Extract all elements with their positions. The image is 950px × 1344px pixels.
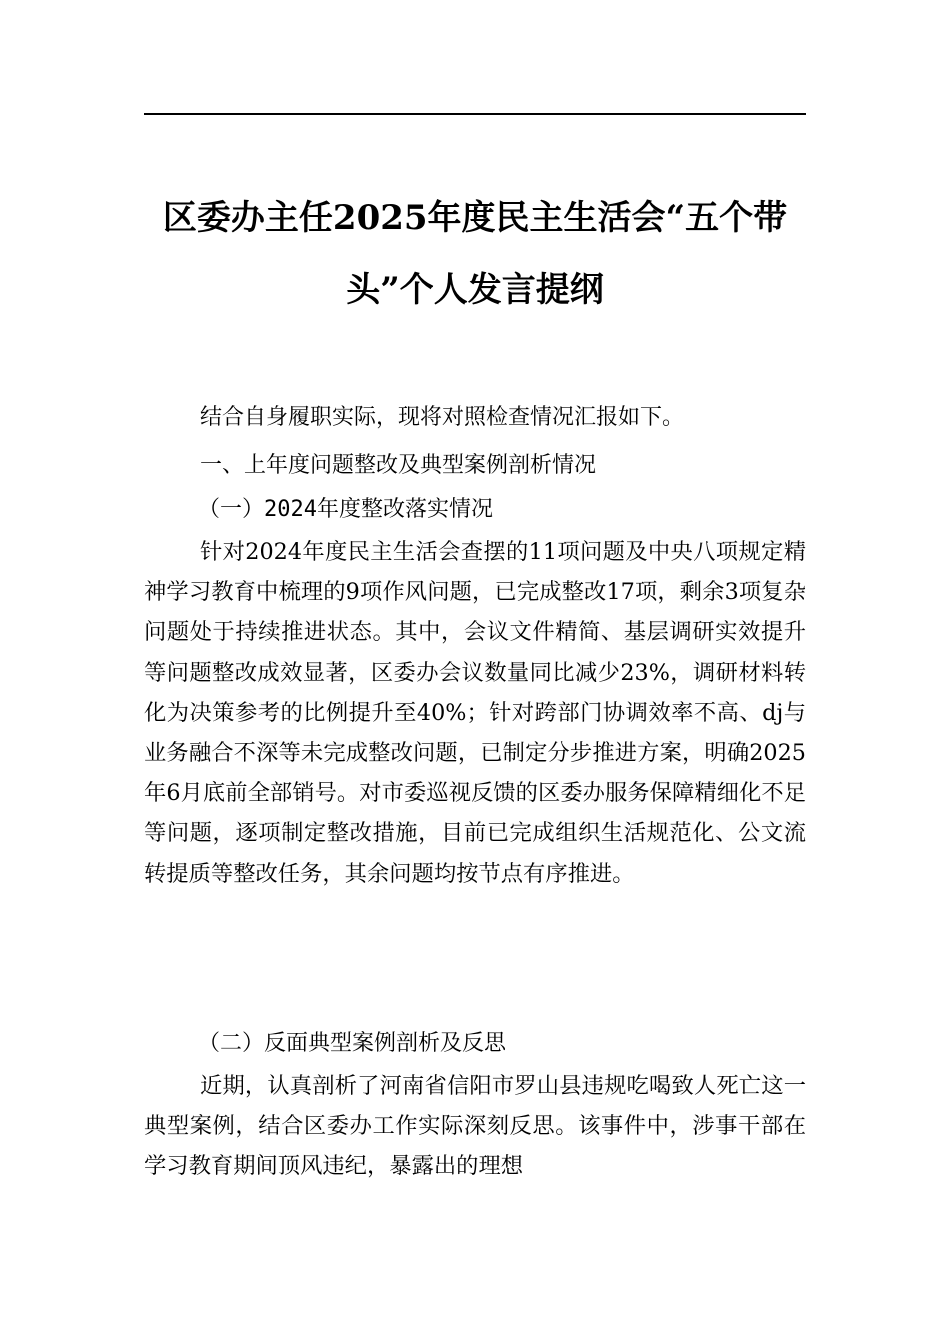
body-paragraph-2: 近期，认真剖析了河南省信阳市罗山县违规吃喝致人死亡这一典型案例，结合区委办工作实际深刻反思。该事件中，涉事干部在学习教育期间顶风违纪，暴露出的理想 bbox=[144, 1073, 806, 1180]
document-title-line-2: 头”个人发言提纲 bbox=[346, 270, 604, 310]
subsection-heading-2: （二）反面典型案例剖析及反思 bbox=[198, 1031, 507, 1056]
lead-paragraph: 结合自身履职实际，现将对照检查情况汇报如下。 bbox=[200, 405, 685, 430]
document-title-line-1: 区委办主任2025年度民主生活会“五个带 bbox=[162, 198, 788, 238]
subsection-heading-1: （一）2024年度整改落实情况 bbox=[198, 497, 493, 522]
section-heading: 一、上年度问题整改及典型案例剖析情况 bbox=[200, 453, 597, 478]
header-rule bbox=[144, 113, 806, 115]
body-paragraph-1: 针对2024年度民主生活会查摆的11项问题及中央八项规定精神学习教育中梳理的9项作风问题，已完成整改17项，剩余3项复杂问题处于持续推进状态。其中，会议文件精简、基层调研实效提升等问题整改成效显著，区委办会议数量同比减少23%，调研材料转化为决策参考的比例提升至40%；针对跨部门协调效率不高、dj与业务融合不深等未完成整改问题，已制定分步推进方案，明确2025年6月底前全部销号。对市委巡视反馈的区委办服务保障精细化不足等问题，逐项制定整改措施，目前已完成组织生活规范化、公文流转提质等整改任务，其余问题均按节点有序推进。 bbox=[144, 539, 806, 887]
